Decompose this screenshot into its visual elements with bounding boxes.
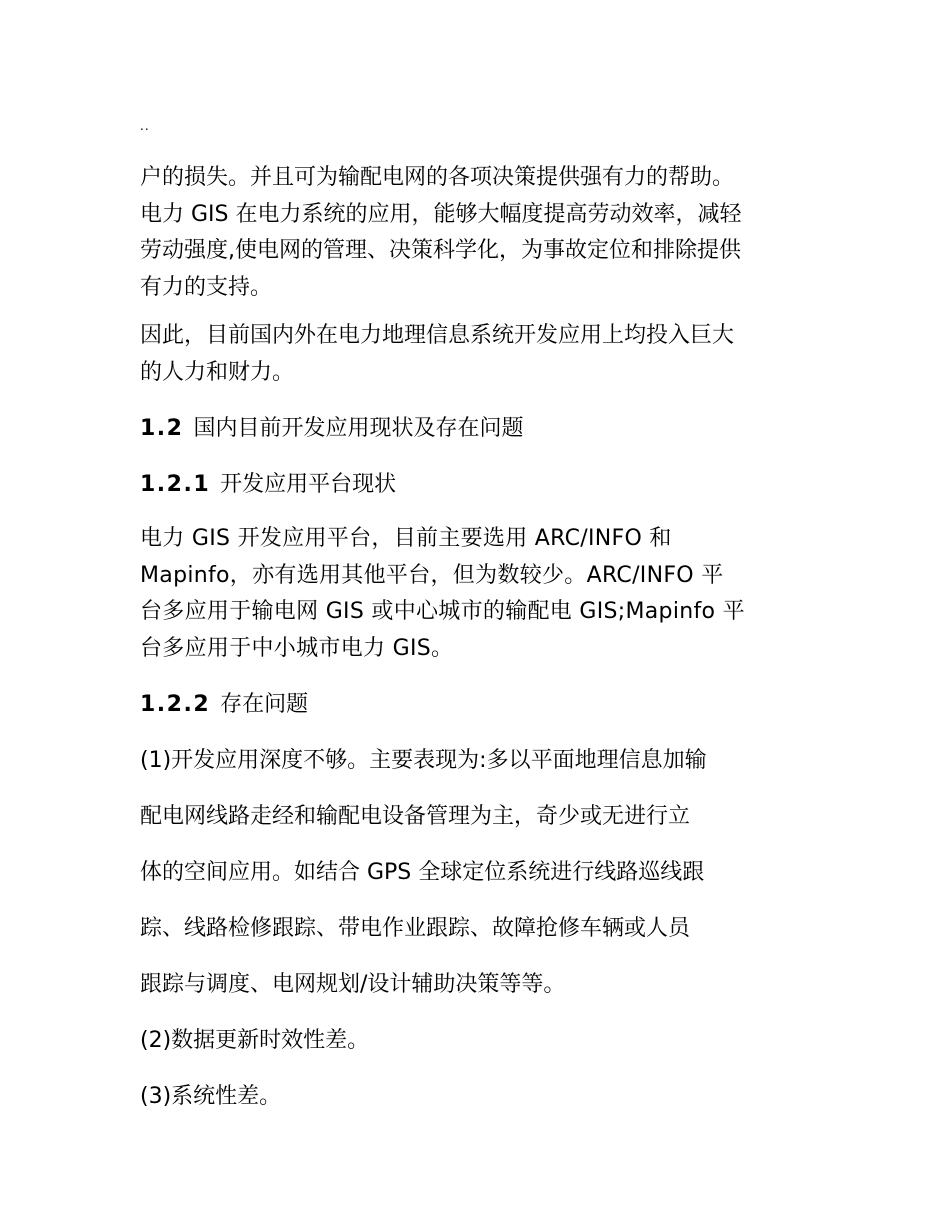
text-line: 户的损失。并且可为输配电网的各项决策提供强有力的帮助。 [140,165,735,190]
section-title: 国内目前开发应用现状及存在问题 [193,416,524,441]
section-heading-1-2-1 [140,467,810,503]
section-title: 存在问题 [220,692,309,717]
text-line: 体的空间应用。如结合 GPS 全球定位系统进行线路巡线跟 [140,860,705,885]
text-line: 踪、线路检修跟踪、带电作业跟踪、故障抢修车辆或人员 [140,916,691,941]
text-line: Mapinfo，亦有选用其他平台，但为数较少。ARC/INFO 平 [140,562,724,588]
section-number: 1.2.2 [140,692,211,717]
text-line: 台多应用于中小城市电力 GIS。 [140,635,454,661]
text-line: 电力 GIS 在电力系统的应用，能够大幅度提高劳动效率，减轻 [140,201,742,227]
text-line: 电力 GIS 开发应用平台，目前主要选用 ARC/INFO 和 [140,526,672,551]
section-title: 开发应用平台现状 [220,472,397,497]
page-header-mark: .. [140,119,150,133]
text-line: 的人力和财力。 [140,359,295,385]
list-item-problem-3: (3)系统性差。 [140,1084,282,1109]
text-line: 跟踪与调度、电网规划/设计辅助决策等等。 [140,972,566,997]
paragraph-platforms [140,521,810,667]
section-number: 1.2.1 [140,472,211,497]
paragraph-investment [140,318,810,391]
section-number: 1.2 [140,416,184,441]
text-line: 有力的支持。 [140,274,273,300]
text-line: 因此，目前国内外在电力地理信息系统开发应用上均投入巨大 [140,323,735,348]
text-line: 台多应用于输电网 GIS 或中心城市的输配电 GIS;Mapinfo 平 [140,599,745,624]
document-body [140,160,810,1115]
text-line: (1)开发应用深度不够。主要表现为:多以平面地理信息加输 [140,748,707,773]
paragraph-impact [140,160,810,306]
section-heading-1-2-2 [140,687,810,723]
text-line: 劳动强度,使电网的管理、决策科学化，为事故定位和排除提供 [140,238,741,263]
paragraph-problem-1 [140,743,810,1003]
text-line: 配电网线路走经和输配电设备管理为主，奇少或无进行立 [140,804,691,829]
list-item-problem-2: (2)数据更新时效性差。 [140,1028,370,1053]
section-heading-1-2 [140,411,810,447]
